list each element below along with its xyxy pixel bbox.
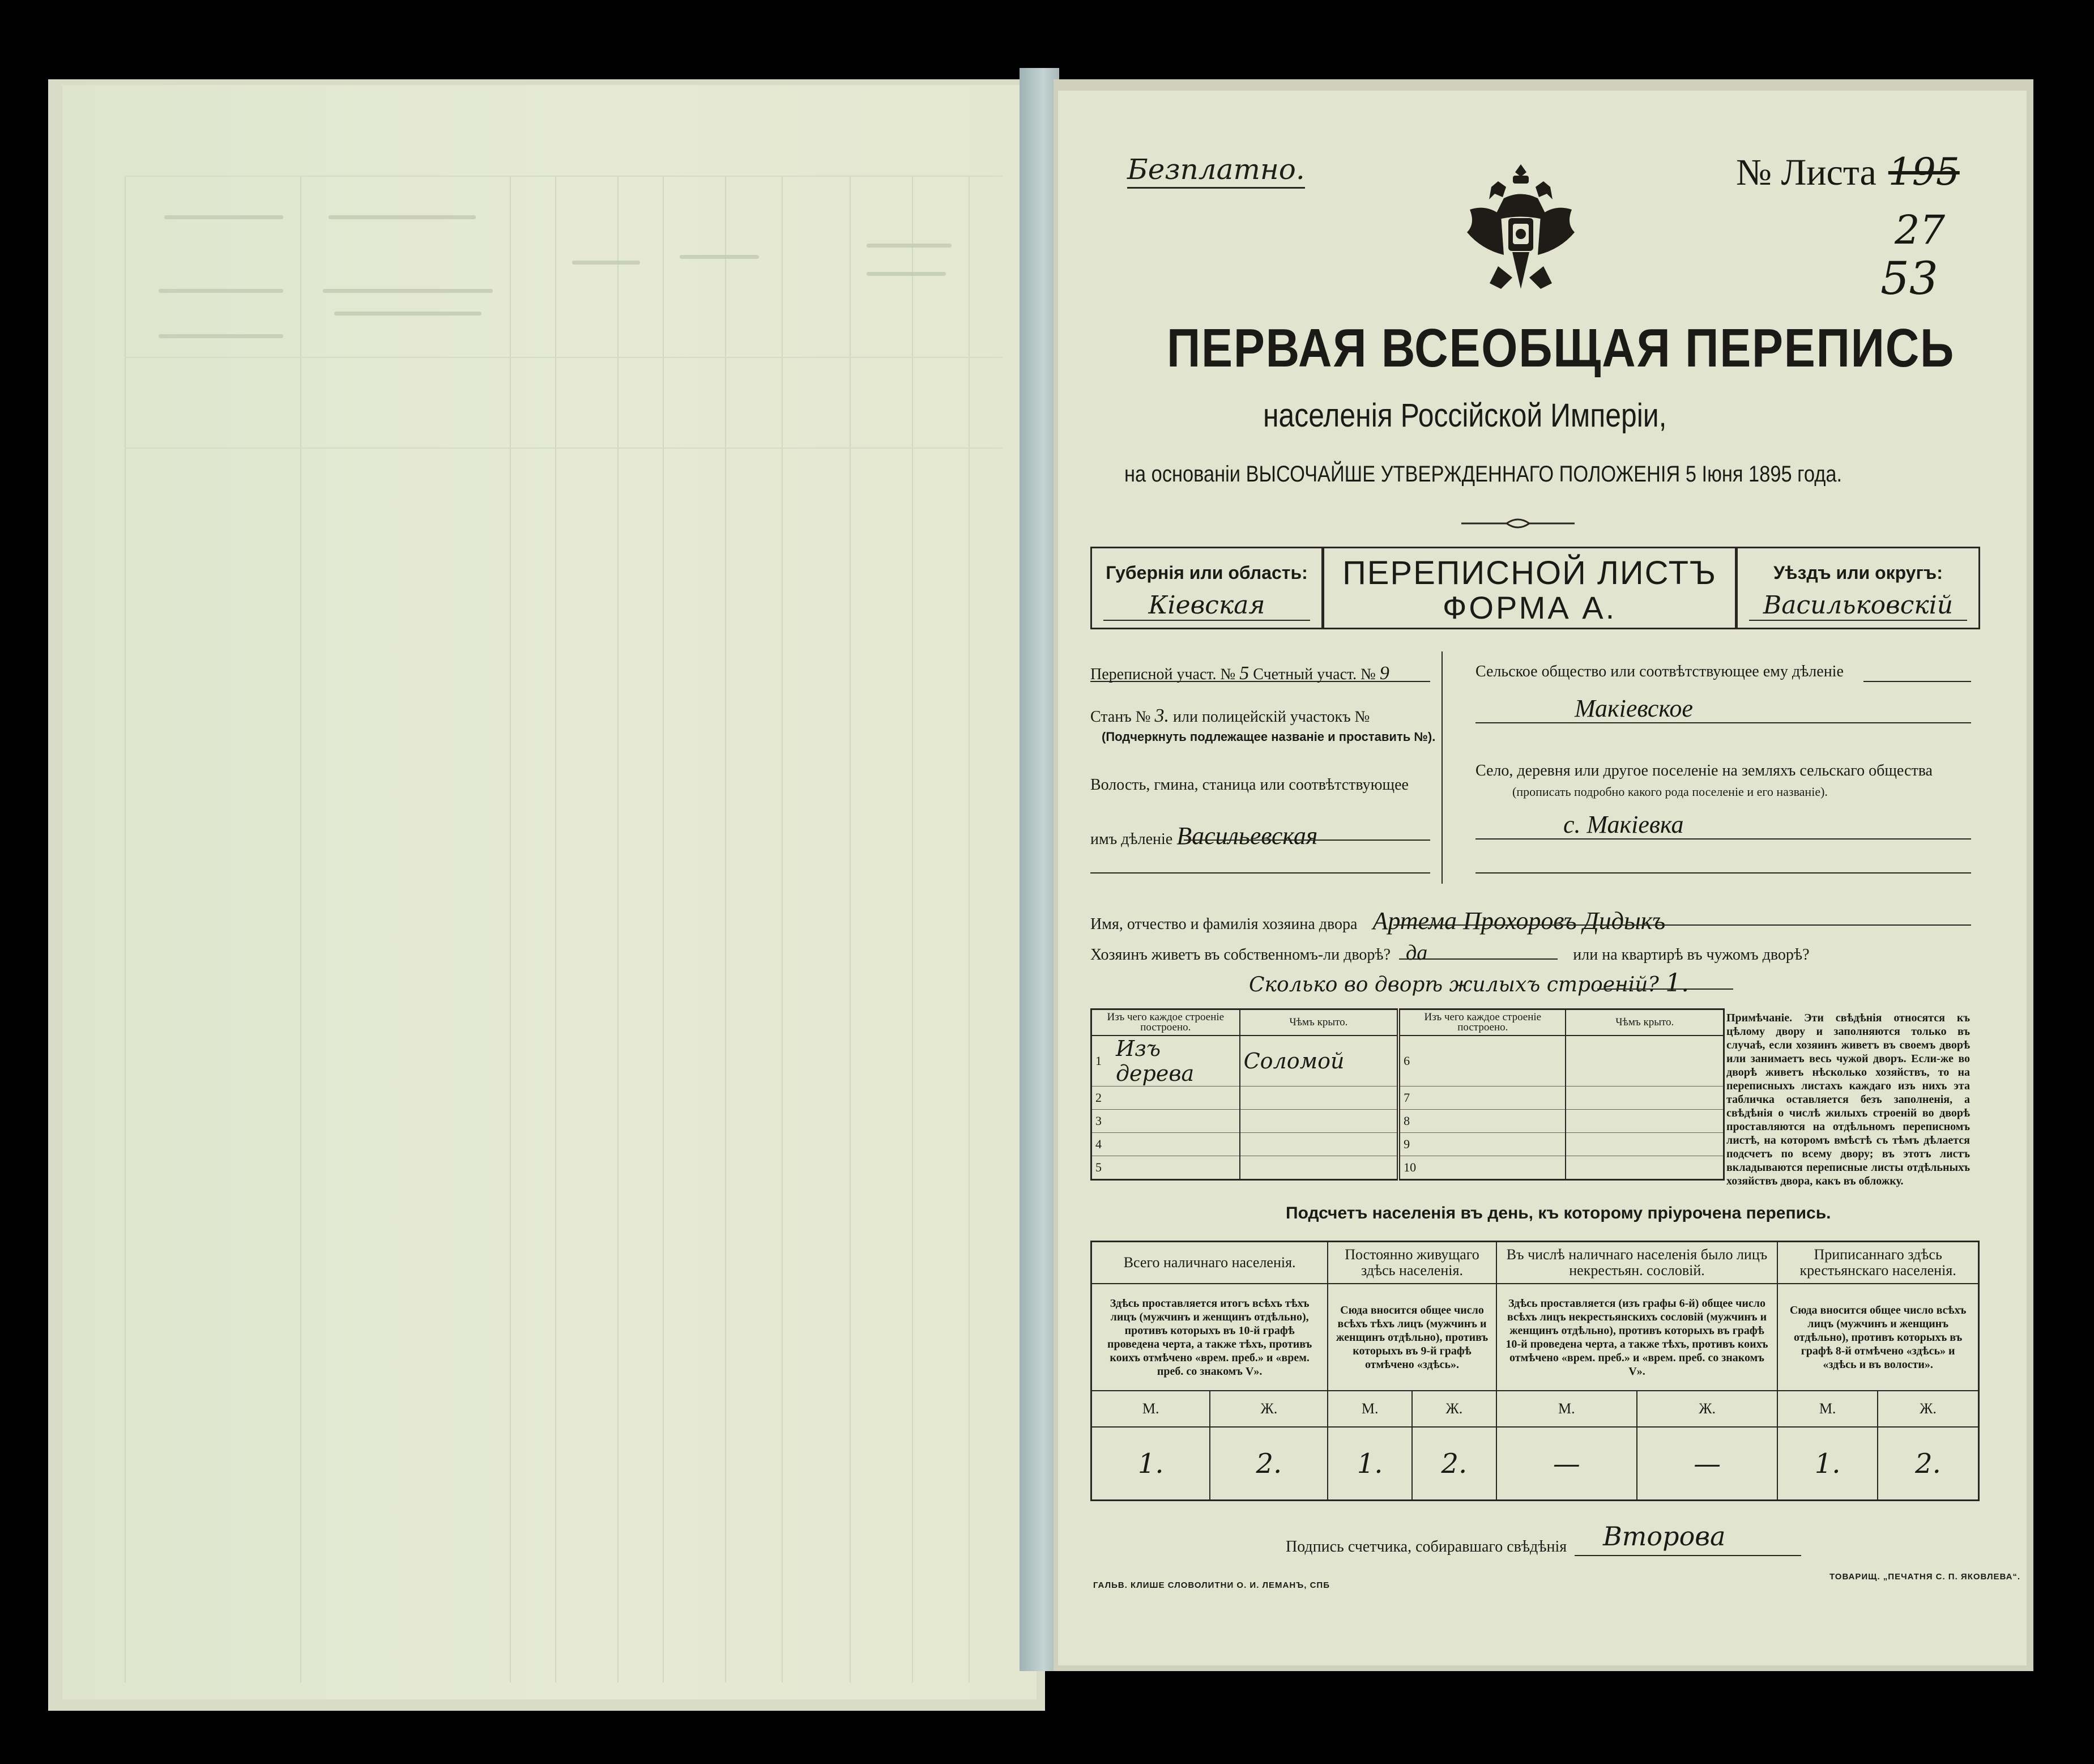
male-label: М. <box>1328 1391 1412 1427</box>
census-section-value: 5 <box>1239 663 1249 684</box>
table-row: 4 9 <box>1091 1133 1724 1156</box>
count-value: 1. <box>1328 1427 1412 1501</box>
col-built-header-2: Изъ чего каждое строеніе построено. <box>1398 1009 1566 1036</box>
count-value: 1. <box>1777 1427 1878 1501</box>
free-label: Безплатно. <box>1127 153 1305 189</box>
society-label: Сельское общество или соотвѣтствующее ему дѣленіе <box>1475 663 1844 680</box>
owner-value: Артема Прохоровъ Дидыкъ <box>1372 907 1666 935</box>
population-count-table <box>1090 1241 1980 1501</box>
village-label: Село, деревня или другое поселеніе на земляхъ сельскаго общества <box>1475 762 1933 779</box>
count-value: — <box>1496 1427 1637 1501</box>
buildings-question <box>1249 969 1689 998</box>
province-value: Кіевская <box>1103 591 1310 621</box>
residence-field <box>1090 940 1810 965</box>
female-label: Ж. <box>1878 1391 1979 1427</box>
province-label: Губернія или область: <box>1106 563 1308 583</box>
note-text: Примѣчаніе. Эти свѣдѣнія относятся къ цѣлому двору и заполняются только въ случаѣ, если хозяинъ живетъ въ своемъ дворѣ или занимаетъ весь чужой дворъ. Если-же во дворѣ живетъ нѣсколько хозяйствъ, то на переписныхъ листахъ каждаго изъ нихъ эта табличка оставляется безъ заполненія, а свѣдѣнія о числѣ жилыхъ строеній во дворѣ проставляются на отдѣльномъ переписномъ листѣ, на которомъ вмѣстѣ съ тѣмъ дѣлается подсчетъ по всему двору; въ этотъ листъ вкладываются переписные листы отдѣльныхъ хозяйствъ двора, какъ въ обложку. <box>1726 1012 1970 1187</box>
stan-value: 3. <box>1154 705 1169 726</box>
female-label: Ж. <box>1210 1391 1328 1427</box>
female-label: Ж. <box>1637 1391 1777 1427</box>
count-header-4: Приписаннаго здѣсь крестьянскаго населенія. <box>1777 1242 1978 1284</box>
volost-field <box>1090 821 1317 850</box>
village-hint: (прописать подробно какого рода поселеніе и его названіе). <box>1512 785 1828 799</box>
owner-label: Имя, отчество и фамилія хозяина двора <box>1090 915 1358 933</box>
residence-value: да <box>1406 941 1428 965</box>
female-label: Ж. <box>1412 1391 1496 1427</box>
sheet-number-label: № Листа <box>1736 152 1877 193</box>
form-box <box>1323 547 1737 629</box>
count-section-label: Счетный участ. № <box>1253 666 1376 683</box>
male-label: М. <box>1777 1391 1878 1427</box>
count-header-1: Всего наличнаго населенія. <box>1091 1242 1328 1284</box>
census-section-label: Переписной участ. № <box>1090 666 1236 683</box>
society-value: Макіевское <box>1575 694 1693 722</box>
printer-credit-left: ГАЛЬВ. КЛИШЕ СЛОВОЛИТНИ О. И. ЛЕМАНЪ, СПБ <box>1093 1580 1330 1590</box>
buildings-question-label: Сколько во дворѣ жилыхъ строеній? <box>1249 973 1659 996</box>
province-box <box>1090 547 1323 629</box>
buildings-table <box>1090 1008 1725 1181</box>
legal-basis: на основаніи ВЫСОЧАЙШЕ УТВЕРЖДЕННАГО ПОЛОЖЕНІЯ 5 Іюня 1895 года. <box>1124 462 1843 487</box>
male-label: М. <box>1091 1391 1210 1427</box>
col-roof-header-2: Чѣмъ крыто. <box>1566 1009 1724 1036</box>
document-subtitle: населенія Россійской Имперіи, <box>1263 397 1667 434</box>
table-row: 1 Изъ дерева Соломой 6 <box>1091 1036 1724 1086</box>
table-row: 5 10 <box>1091 1156 1724 1180</box>
district-box <box>1736 547 1980 629</box>
count-section-value: 9 <box>1379 663 1389 684</box>
buildings-question-value: 1. <box>1665 969 1690 998</box>
owner-field <box>1090 906 1665 935</box>
printer-credit-right: ТОВАРИЩ. „ПЕЧАТНЯ С. П. ЯКОВЛЕВА“. <box>1829 1572 2021 1582</box>
count-header-2: Постоянно живущаго здѣсь населенія. <box>1328 1242 1496 1284</box>
volost-label: Волость, гмина, станица или соотвѣтствующее <box>1090 776 1409 794</box>
police-district-label: или полицейскій участокъ № <box>1173 708 1370 726</box>
table-row: 2 7 <box>1091 1086 1724 1110</box>
district-label: Уѣздъ или округъ: <box>1773 563 1943 583</box>
count-desc-1: Здѣсь проставляется итогъ всѣхъ тѣхъ лицъ (мужчинъ и женщинъ отдѣльно), противъ которыхъ въ 10-й графѣ проведена черта, а также тѣхъ, противъ коихъ отмѣчено «врем. преб.» и «врем. преб. со знакомъ V». <box>1091 1284 1328 1391</box>
left-page-blank <box>62 85 1037 1699</box>
divider-ornament <box>1461 515 1575 531</box>
handwritten-number-2: 53 <box>1880 252 1938 305</box>
signature-value: Второва <box>1603 1521 1726 1552</box>
sheet-number-value: 195 <box>1888 150 1960 194</box>
population-count-title: Подсчетъ населенія въ день, къ которому пріурочена перепись. <box>1286 1204 1831 1222</box>
village-value: с. Макіевка <box>1563 811 1684 838</box>
count-desc-4: Сюда вносится общее число всѣхъ лицъ (мужчинъ и женщинъ отдѣльно), противъ которыхъ въ графѣ 8-й отмѣчено «здѣсь» и «здѣсь и въ волости». <box>1777 1284 1978 1391</box>
count-header-3: Въ числѣ наличнаго населенія было лицъ некрестьян. сословій. <box>1496 1242 1778 1284</box>
district-value: Васильковскій <box>1749 591 1967 621</box>
stan-field <box>1090 705 1370 727</box>
count-value: 2. <box>1878 1427 1979 1501</box>
count-desc-3: Здѣсь проставляется (изъ графы 6-й) общее число всѣхъ лицъ некрестьянскихъ сословій (мужчинъ и женщинъ отдѣльно), противъ которыхъ въ графѣ 10-й проведена черта, а также тѣхъ, противъ коихъ отмѣчено «врем. преб.» и «врем. преб. со знакомъ V». <box>1496 1284 1778 1391</box>
signature-label: Подпись счетчика, собиравшаго свѣдѣнія <box>1286 1538 1567 1556</box>
sheet-number <box>1736 150 1960 194</box>
male-label: М. <box>1496 1391 1637 1427</box>
handwritten-number-1: 27 <box>1895 207 1946 253</box>
stan-label: Станъ № <box>1090 708 1151 726</box>
table-row: 3 8 <box>1091 1110 1724 1133</box>
residence-label-2: или на квартирѣ въ чужомъ дворѣ? <box>1573 946 1810 964</box>
count-desc-2: Сюда вносится общее число всѣхъ тѣхъ лицъ (мужчинъ и женщинъ отдѣльно), противъ которыхъ въ 9-й графѣ отмѣчено «здѣсь». <box>1328 1284 1496 1391</box>
count-value: 2. <box>1210 1427 1328 1501</box>
form-title: ПЕРЕПИСНОЙ ЛИСТЪ <box>1342 555 1717 591</box>
double-headed-eagle-emblem <box>1464 159 1577 300</box>
col-built-header: Изъ чего каждое строеніе построено. <box>1091 1009 1240 1036</box>
form-subtitle: ФОРМА А. <box>1442 590 1617 625</box>
stan-hint: (Подчеркнуть подлежащее названіе и проставить №). <box>1102 730 1436 744</box>
volost-label-2: имъ дѣленіе <box>1090 830 1173 848</box>
document-title: ПЕРВАЯ ВСЕОБЩАЯ ПЕРЕПИСЬ <box>1167 318 1955 378</box>
volost-value: Васильевская <box>1176 822 1318 850</box>
column-divider <box>1442 651 1443 884</box>
count-value: — <box>1637 1427 1777 1501</box>
count-value: 2. <box>1412 1427 1496 1501</box>
count-value: 1. <box>1091 1427 1210 1501</box>
residence-label-1: Хозяинъ живетъ въ собственномъ-ли дворѣ? <box>1090 946 1391 964</box>
col-roof-header: Чѣмъ крыто. <box>1240 1009 1399 1036</box>
